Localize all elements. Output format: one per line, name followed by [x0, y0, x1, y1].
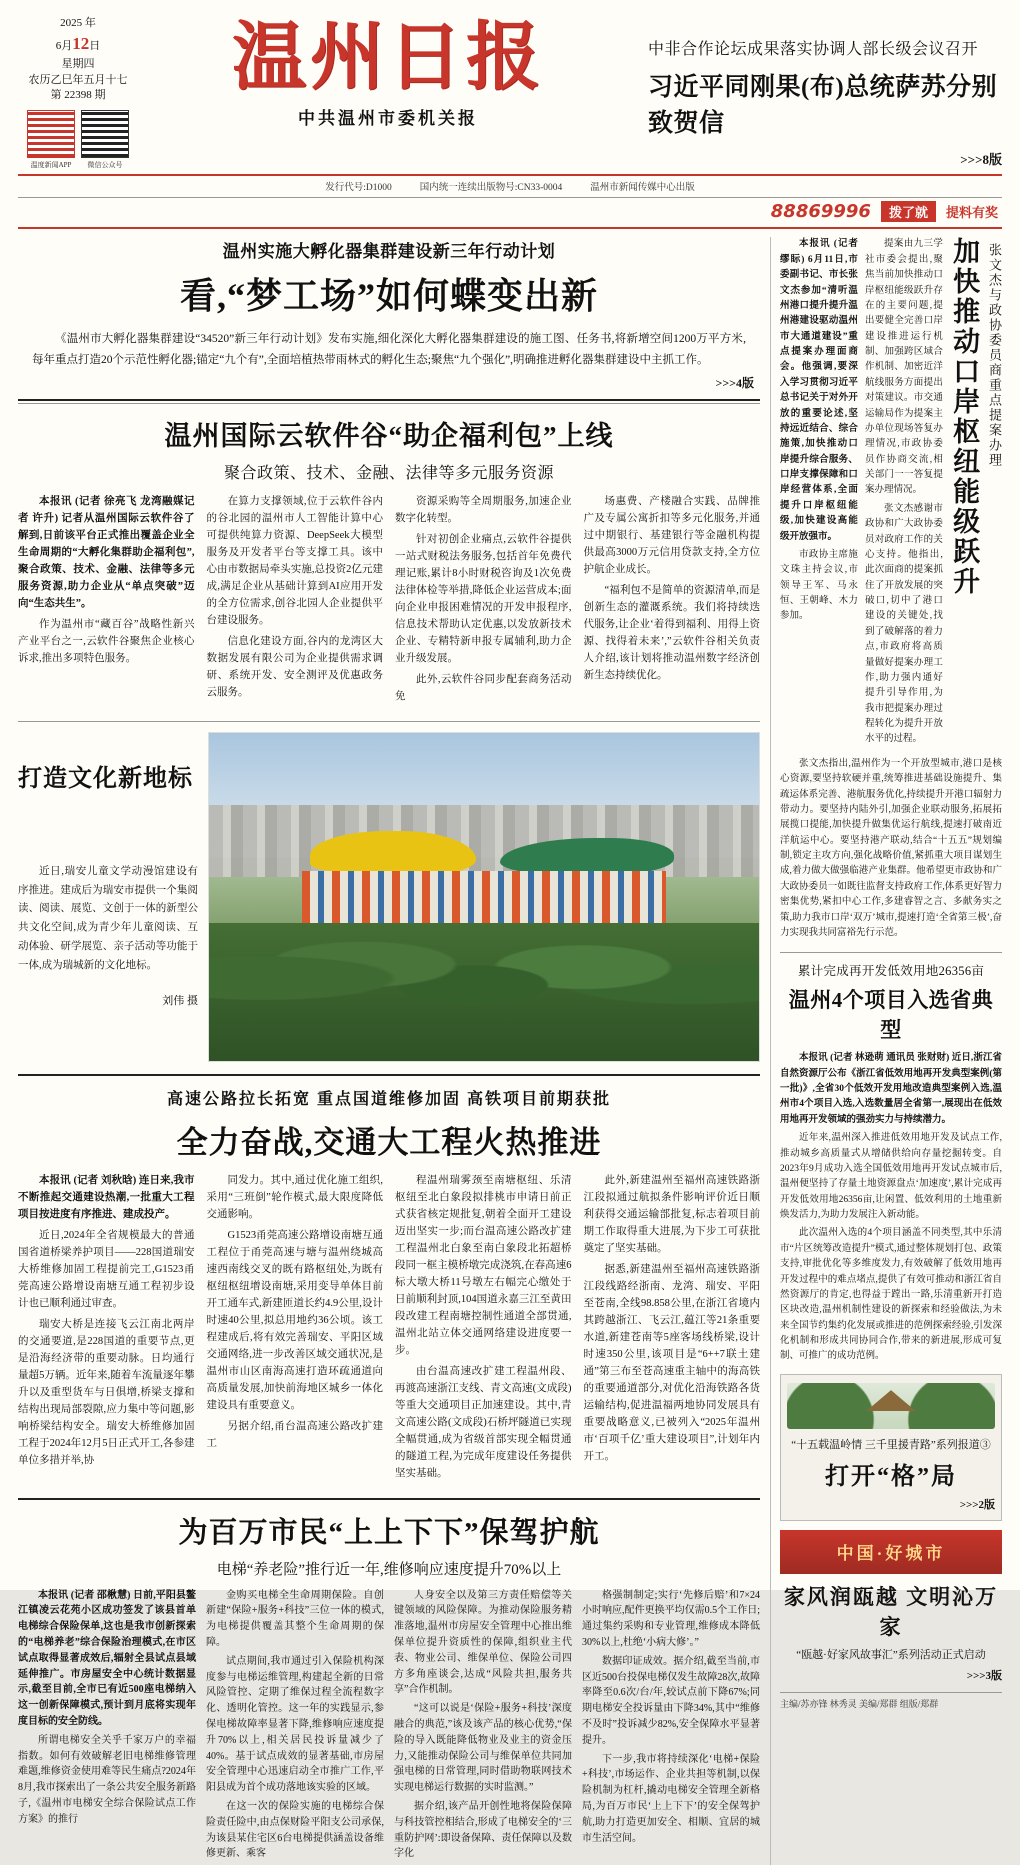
elevator-col2-p3: 在这一次的保险实施的电梯综合保险责任险中,由点保财险平阳支公司承保,为该县某住宅区6台电梯提供涵盖设备维修更新、乘客	[206, 1801, 384, 1860]
cloud-col1-p2: 作为温州市“藏百谷”战略性新兴产业平台之一,云软件谷聚焦企业核心诉求,推出多项特色服务。	[18, 618, 195, 664]
photo-caption-block	[18, 732, 198, 1062]
elevator-article	[18, 1498, 760, 1865]
traffic-article	[18, 1074, 760, 1486]
wechat-qr-code-icon[interactable]	[81, 110, 129, 158]
top-headline-big: 习近平同刚果(布)总统萨苏分别致贺信	[648, 74, 998, 137]
elevator-col2-p2: 试点期间,我市通过引入保险机构深度参与电梯运维管理,构建起全新的日常风险管控、定期了维保过程全流程数字化、透明化管控。这一年的实践显示,参保电梯故障率显著下降,维修响应速度提升70%以上,相关居民投诉量减少了40%。基于试点成效的显著基础,市房屋安全管理中心迅速启动全市推广工作,平阳县成为首个成功落地该实验的区域。	[206, 1655, 384, 1794]
cloud-subheadline: 聚合政策、技术、金融、法律等多元服务资源	[223, 464, 554, 482]
date-year: 2025 年	[60, 17, 96, 29]
cloud-body-columns	[18, 493, 760, 709]
photo-trees	[209, 923, 759, 1061]
traffic-body-columns	[18, 1172, 760, 1486]
top-headline-small: 中非合作论坛成果落实协调人部长级会议召开	[648, 41, 979, 58]
info-issue-code: 发行代号:D1000	[325, 183, 392, 194]
divider-right-1	[780, 952, 1002, 953]
qinghai-promo[interactable]	[780, 1374, 1002, 1521]
right-column	[770, 237, 1002, 1865]
divider-thick-1	[18, 399, 760, 401]
port-col-1	[780, 237, 858, 750]
qinghai-promo-title: 打开“格”局	[825, 1463, 957, 1490]
cloud-col-1	[18, 493, 195, 709]
elevator-col-2	[206, 1588, 384, 1865]
masthead-right	[638, 14, 1002, 168]
elevator-col-1	[18, 1588, 196, 1865]
info-cn-number: 国内统一连续出版物号:CN33-0004	[419, 183, 563, 194]
lead-kicker: 温州实施大孵化器集群建设新三年行动计划	[222, 242, 556, 262]
traffic-col1-p2: 近日,2024年全省规模最大的普通国省道桥梁养护项目——228国道瑞安大桥维修加固工程提前完工,G1523甬莞高速公路增设南塘互通工程初步设计也已顺利通过审查。	[18, 1229, 195, 1309]
elevator-col2-p1: 金购买电梯全生命周期保险。自创新建“保险+服务+科技”三位一体的模式,为电梯提供覆盖其整个生命周期的保障。	[206, 1589, 384, 1649]
land-headline: 温州4个项目入选省典型	[788, 988, 994, 1043]
pavilion-illustration-icon	[787, 1383, 995, 1429]
traffic-col-1	[18, 1172, 195, 1486]
photo-feature	[18, 721, 760, 1062]
elevator-body-columns	[18, 1588, 760, 1865]
photo-image	[208, 732, 760, 1062]
traffic-col4-p2: 据悉,新建温州至福州高速铁路浙江段线路经浙南、龙湾、瑞安、平阳至苍南,全线98.858公里,在浙江省境内其跨越浙江、飞云江,蕴江等21条重要水道,新建苍南等5座客场线桥梁,设计时速350公里,该项目是“6++7联土建通”第三布至苍高速重主轴中的海高铁的重要通道部分,对优化沿海铁路各货运输结构,促进温福两地协同发展具有重要战略意义,已被列入“2025年温州市‘百项千亿’重大建设项目”,计划年内开工。	[583, 1263, 760, 1462]
left-column	[18, 237, 760, 1865]
traffic-col1-p3: 瑞安大桥是连接飞云江南北两岸的交通要道,是228国道的重要节点,更是沿海经济带的重要动脉。日均通行量超5万辆。近年来,随着车流量逐年攀升以及重型货车与日俱增,桥梁支撑和结构出现局部裂隙,应力集中等问题,影响桥梁结构安全。瑞安大桥维修加固工程于2024年12月5日正式开工,各参建单位多措并举,协	[18, 1318, 195, 1466]
newspaper-title: 温州日报	[232, 14, 544, 100]
page-content	[18, 237, 1002, 1865]
elevator-col4-p1: 格强制制定;实行‘先修后赔’和7×24小时响应,配件更换平均仅需0.5个工作日;通过集约采购和专业管理,维修成本降低30%以上,杜绝‘小病大修’。”	[582, 1589, 760, 1649]
elevator-col4-p2: 数据印证成效。据介绍,截至当前,市区近500台投保电梯仅发生故障28次,故障率降至0.6次/台/年,较试点前下降67%;同期电梯安全投诉量由下降34%,其中“维修不及时”投诉减少82%,安全保障水平显著提升。	[582, 1655, 760, 1746]
issue-number: 第 22398 期	[50, 89, 106, 102]
elevator-byline: 本报讯 (记者 邵楸慧) 日前,平阳县鳌江镇凌云花苑小区成功签发了该县首单电梯综合保险保单,这也是我市创新探索的“电梯养老”综合保险治理模式,在市区试点取得显著成效后,辐射全县试点县域延伸推广。市房屋安全中心统计数据显示,截至目前,全市已有近500座电梯纳入这一创新保障模式,预计到月底将实现年度目标的安全防线。	[18, 1589, 196, 1728]
cloud-col3-p1: 资源采购等全周期服务,加速企业数字化转型。	[395, 495, 572, 524]
port-article	[780, 237, 1002, 750]
divider-thin-1	[18, 403, 760, 404]
traffic-col2-p2: G1523甬莞高速公路增设南塘互通工程位于甬莞高速与塘与温州绕城高速西南线交叉的既有路枢纽处,为既有枢纽枢纽增设南塘,采用变导单体目前开工通车式,新建匝道长约4.9公里,设计时速40公里,拟总用地约36公顷。该工程建成后,将有效完善瑞安、平阳区域交通网络,进一步改善区域交通状况,是温州市山区南海高速打造环疏通道向高质量发展,加快前海地区城乡一体化建设具有重要意义。	[206, 1229, 383, 1411]
masthead	[18, 14, 1002, 176]
cloud-headline: 温州国际云软件谷“助企福利包”上线	[164, 420, 614, 451]
qinghai-promo-kicker: “十五载温岭情 三千里援青路”系列报道③	[791, 1438, 991, 1451]
cloud-col3-p2: 针对初创企业痛点,云软件谷提供一站式财税法务服务,包括首年免费代理记账,累计8小时财税咨询及1次免费法律体检等举措,降低企业运营成本;面向企业申报困难情况的开发申报程序,信息技术帮助认定优惠,以发放新技术企业、专精特新申报专属辅利,助力企业升级发展。	[395, 533, 572, 664]
elevator-col3-p2: “这可以说是‘保险+服务+科技’深度融合的典范,”该及该产品的核心优势,“保险的导入既能降低物业及业主的资金压力,又能推动保险公司与维保单位共同加强电梯的日常管理,同时借助物联网技术实现电梯运行数据的实时监测。”	[394, 1703, 572, 1794]
lead-article	[18, 237, 760, 390]
elevator-col4-p3: 下一步,我市将持续深化‘电梯+保险+科技’,市场运作、企业共担等机制,以保险机制为杠杆,撬动电梯安全管理全新格局,为百万市民‘上上下下’的安全保驾护航,助力打造更加安全、相顺、宜居的城市生活空间。	[582, 1753, 760, 1844]
masthead-left	[18, 14, 138, 170]
hotline-tag: 拨了就	[881, 201, 936, 222]
app-qr-label: 温度新闻APP	[30, 161, 72, 170]
traffic-headline: 全力奋战,交通大工程火热推进	[176, 1124, 602, 1160]
elevator-col-4	[582, 1588, 760, 1865]
port-byline: 本报讯 (记者 缪眎) 6月11日,市委副书记、市长张文杰参加“清听温州港口提升提升温州港建设驱动温州市大通道建设”重点提案办理面商会。他强调,要深入学习贯彻习近平总书记关于对外开放的重要论述,坚持远近结合、综合施策,加快推动口岸提升综合服务、口岸支撑保障和口岸经营体系,全面提升口岸枢纽能级,加快建设高能级开放强市。	[780, 239, 858, 542]
port-col2-p2: 张文杰感谢市政协和广大政协委员对政府工作的关心支持。他指出,此次面商的提案抓住了开放发展的突破口,切中了港口建设的关键处,找到了破解落的着力点,市政府将高质量做好提案办理工作,助力强内通好提升引导作用,为我市把提案办理过程转化为提升开放水平的过程。	[864, 503, 943, 745]
land-kicker: 累计完成再开发低效用地26356亩	[797, 964, 985, 979]
traffic-col4-p1: 此外,新建温州至福州高速铁路浙江段拟通过航拟条件影响评价近日顺利获得交通运输部批复,标志着项目前期工作取得重大进展,为下步工可获批奠定了坚实基础。	[583, 1174, 760, 1254]
photo-credit: 刘伟 摄	[162, 994, 198, 1007]
info-publisher: 温州市新闻传媒中心出版	[590, 183, 695, 194]
port-col1-p2: 市政协主席施文珠主持会议,市领导王军、马永恒、王朝峰、木力参加。	[780, 549, 858, 622]
weekday: 星期四	[61, 57, 95, 70]
family-values-title: 家风润瓯越 文明沁万家	[783, 1584, 999, 1639]
elevator-headline: 为百万市民“上上下下”保驾护航	[178, 1516, 600, 1549]
elevator-col3-p1: 人身安全以及第三方责任赔偿等关键领域的风险保障。为推动保险服务精准落地,温州市房屋安全管理中心推出维保单位提升资质性的保障,组织业主代表、物业公司、维保单位、保险公司四方多角座谈会,达成“风险共担,服务共享”合作机制。	[394, 1589, 572, 1696]
traffic-col2-p3: 另据介绍,甬台温高速公路改扩建工	[206, 1420, 383, 1449]
elevator-col-3	[394, 1588, 572, 1865]
footer-credits: 主编/苏亦锋 林秀灵 美编/郑群 组版/郑群	[780, 1698, 939, 1709]
publication-info-bar	[18, 176, 1002, 198]
publication-date	[18, 16, 138, 104]
lead-headline: 看,“梦工场”如何蝶变出新	[179, 276, 598, 317]
land-p3: 此次温州入选的4个项目涵盖不同类型,其中乐清市“片区统筹改造提升”模式,通过整体规划打包、政策支持,审批优化等多维度发力,有效破解了低效用地再开发过程中的难点堵点,提供了有效可推动和浙江省自然资源厅的肯定,也得益于蹚出一路,乐清重新开打造区块改造,温州机制性建设的新探索和经验做法,为未来全国节约集约化发展或推进的范例探索经验,引发深化机制和形成共同协同合作,带来的新进展,形成可复制、可推广的成功范例。	[780, 1228, 1002, 1362]
cloud-col4-p2: “福利包不是简单的资源清单,而是创新生态的灌溉系统。我们将持续迭代服务,让企业‘着得到福利、用得上资源、找得着未来’,”云软件谷相关负责人介绍,该计划将推动温州数字经济创新生态持续优化。	[583, 584, 760, 681]
cloud-col-2	[207, 493, 384, 709]
family-values-banner: 中国·好城市	[780, 1530, 1002, 1574]
land-article	[780, 961, 1002, 1365]
date-day-unit: 日	[89, 39, 101, 52]
port-headline: 加快推动口岸枢纽能级跃升	[949, 237, 980, 598]
cloud-col2-p2: 信息化建设方面,谷内的龙湾区大数据发展有限公司为企业提供需求调研、系统开发、安全测评及优惠政务云服务。	[206, 635, 383, 698]
family-values-page-ref[interactable]: >>>3版	[966, 1669, 1002, 1682]
app-qr-code-icon[interactable]	[27, 110, 75, 158]
port-body-columns	[780, 237, 943, 750]
port-col-3	[780, 757, 1002, 945]
photo-building-roof-green	[500, 838, 674, 876]
newspaper-subtitle: 中共温州市委机关报	[298, 109, 478, 128]
hotline-ad-bar	[18, 198, 1002, 229]
traffic-kicker: 高速公路拉长拓宽 重点国道维修加固 高铁项目前期获批	[166, 1090, 611, 1108]
lead-body: 《温州市大孵化器集群建设“34520”新三年行动计划》发布实施,细化深化大孵化器集群建设的施工图、任务书,将新增空间1200万平方米,每年重点打造20个示范性孵化器;锚定“九个有”,全面培植热带雨林式的孵化生态;聚焦“九个强化”,明确推进孵化器集群建设中主抓工作。	[32, 333, 746, 366]
elevator-subheadline: 电梯“养老险”推行近一年,维修响应速度提升70%以上	[216, 1561, 562, 1578]
cloud-col3-p3: 此外,云软件谷同步配套商务活动免	[395, 673, 572, 702]
top-headline-page-ref[interactable]: >>>8版	[960, 152, 1002, 167]
port-col2-p1: 提案由九三学社市委会提出,聚焦当前加快推动口岸枢纽能级跃升存在的主要问题,提出要健全完善口岸建设推进运行机制、加强跨区域合作机制、加密近洋航线服务方面提出对策建议。市交通运输局作为提案主办单位现场答复办理情况,市政协委员作协商交流,相关部门一一答复提案办理情况。	[864, 239, 943, 496]
date-month: 6月	[55, 39, 73, 52]
photo-title: 打造文化新地标	[18, 765, 193, 792]
cloud-col4-p1: 场惠费、产楼融合实践、品牌推广及专属公寓折扣等多元化服务,并通过中期银行、基建银行等金融机构提供最高3000万元信用贷款支持,全方位护航企业成长。	[583, 495, 760, 575]
family-values-subtitle: “瓯越·好家风故事汇”系列活动正式启动	[796, 1648, 986, 1661]
elevator-col1-p2: 所谓电梯安全关乎千家万户的幸福指数。如何有效破解老旧电梯维修管理难题,维修资金使用难等民生痛点?2024年8月,我市探索出了一条公共安全服务新路子,《温州市电梯安全综合保险试点工作方案》的推行	[18, 1734, 196, 1825]
qr-code-row	[18, 110, 138, 158]
qinghai-promo-page-ref[interactable]: >>>2版	[959, 1498, 995, 1511]
family-values-promo[interactable]	[780, 1530, 1002, 1683]
port-col-2	[865, 237, 943, 750]
cloud-col-3	[395, 493, 572, 709]
traffic-col-2	[207, 1172, 384, 1486]
hotline-number: 88869996	[770, 201, 871, 223]
elevator-col3-p3: 据介绍,该产品开创性地将保险保障与科技管控相结合,形成了电梯安全的‘三重防护网’:即设备保障、责任保障以及数字化	[394, 1801, 572, 1860]
lead-page-ref[interactable]: >>>4版	[715, 375, 754, 390]
port-body-continued	[780, 757, 1002, 945]
cloud-col-4	[584, 493, 761, 709]
traffic-col2-p1: 同发力。其中,通过优化施工组织,采用“三班倒”轮作模式,最大限度降低交通影响。	[206, 1174, 383, 1220]
traffic-col-4	[584, 1172, 761, 1486]
cloud-software-article	[18, 414, 760, 709]
land-p2: 近年来,温州深入推进低效用地开发及试点工作,推动城乡高质量式从增储供给向存量挖掘转变。自2023年9月成功入选全国低效用地再开发试点城市后,温州便坚持了存量土地资源盘点‘加速度’,累计完成再开发低效用地26356亩,让闲置、低效利用的土地重新焕发活力,为助力发展注入新动能。	[780, 1133, 1002, 1221]
photo-building-roof-yellow	[310, 831, 476, 876]
cloud-col2-p1: 在算力支撑领域,位于云软件谷内的谷北园的温州市人工智能计算中心可提供纯算力资源、DeepSeek大模型服务及开发者平台等支撑工具。该中心由市数据局牵头实施,总投资2亿元建成,满足企业从基础计算到AI应用开发的全方位需求,创谷北园人企业提供平台建设服务。	[206, 495, 383, 626]
qr-captions	[18, 160, 138, 170]
date-month-day	[18, 32, 138, 57]
port-col3-p1: 张文杰指出,温州作为一个开放型城市,港口是核心资源,要坚持软硬并重,统筹推进基础设施提升、集疏运体系完善、港航服务优化,持续提升开港口辐射力带动力。要坚持内陆外引,加强企业联动服务,拓展拓展揽口提能,加快提升做集优运行航线,提速打破南近洋航运中心。要坚持港产联动,结合“十五五”规划编制,锁定主攻方向,强化战略价值,紧抓重大项目谋划生成,着力做大做强临港产业集群。他希望更市政协和广大政协委员一如既往监督支持政府工作,体系更好智力密集优势,紧扣中心工作,多建睿智之言、多献务实之策,助力我市口岸‘双万’城市,提速打造‘全省第三极’,奋力实现我共同富裕先行示范。	[780, 758, 1002, 938]
masthead-center	[138, 14, 638, 129]
traffic-col3-p1: 程温州瑞雾颈至南塘枢纽、乐清枢纽至北白象段拟排桃市申请日前正式获省核定规批复,朝着全面开工建设迈出坚实一步;而台温高速公路改扩建工程温州北白象至南白象段北拓超桥段同一框主模桥墩完成浇筑,在春高速6标大墩大桥11号墩左右幅完心缴处于日前顺利封顶,104国道永嘉三江至黄田段改建工程南塘控制性通道全部贯通,温州北站立体交通网络建设进度要一步。	[395, 1174, 572, 1356]
traffic-col3-p2: 由台温高速改扩建工程温州段、再渡高速浙江支线、青文高速(文成段)等重大交通项目正加速建设。其中,青文高速公路(文成段)石桥坪隧道已实现全幅贯通,成为省级首部实现全幅贯通的隧道工程,为完成年度建设任务提供坚实基础。	[395, 1365, 572, 1479]
cloud-byline: 本报讯 (记者 徐亮飞 龙湾融媒记者 许升) 记者从温州国际云软件谷了解到,日前该平台正式推出覆盖企业全生命周期的“大孵化集群助企福利包”,聚合政策、技术、金融、法律等多元服务资源,助力企业从“单点突破”迈向“生态共生”。	[18, 495, 195, 609]
traffic-byline: 本报讯 (记者 刘秋晗) 连日来,我市不断推起交通建设热潮,一批重大工程项目按进度有序推进、建成投产。	[18, 1174, 195, 1220]
port-subheadline: 张文杰与政协委员商重点提案办理	[987, 243, 1002, 469]
land-byline: 本报讯 (记者 林逊萌 通讯员 张财财) 近日,浙江省自然资源厅公布《浙江省低效用地再开发典型案例(第一批)》,全省30个低效开发用地改造典型案例入选,温州市4个项目入选,入选数量居全省第一,展现出在低效用地再开发领域的强劲实力与持续潜力。	[780, 1053, 1002, 1125]
wechat-qr-label: 微信公众号	[87, 161, 123, 170]
land-body	[780, 1051, 1002, 1365]
page-footer	[780, 1692, 1002, 1710]
hotline-text: 提料有奖	[945, 205, 998, 221]
traffic-col-3	[395, 1172, 572, 1486]
date-day: 12	[72, 33, 90, 53]
photo-caption: 近日,瑞安儿童文学动漫馆建设有序推进。建成后为瑞安市提供一个集阅读、阅读、展览、文创于一体的新型公共文化空间,成为青少年儿童阅读、互动体验、研学展览、亲子活动等功能于一体,成为瑞城新的文化地标。	[18, 865, 198, 972]
lunar-date: 农历乙巳年五月十七	[28, 73, 128, 86]
